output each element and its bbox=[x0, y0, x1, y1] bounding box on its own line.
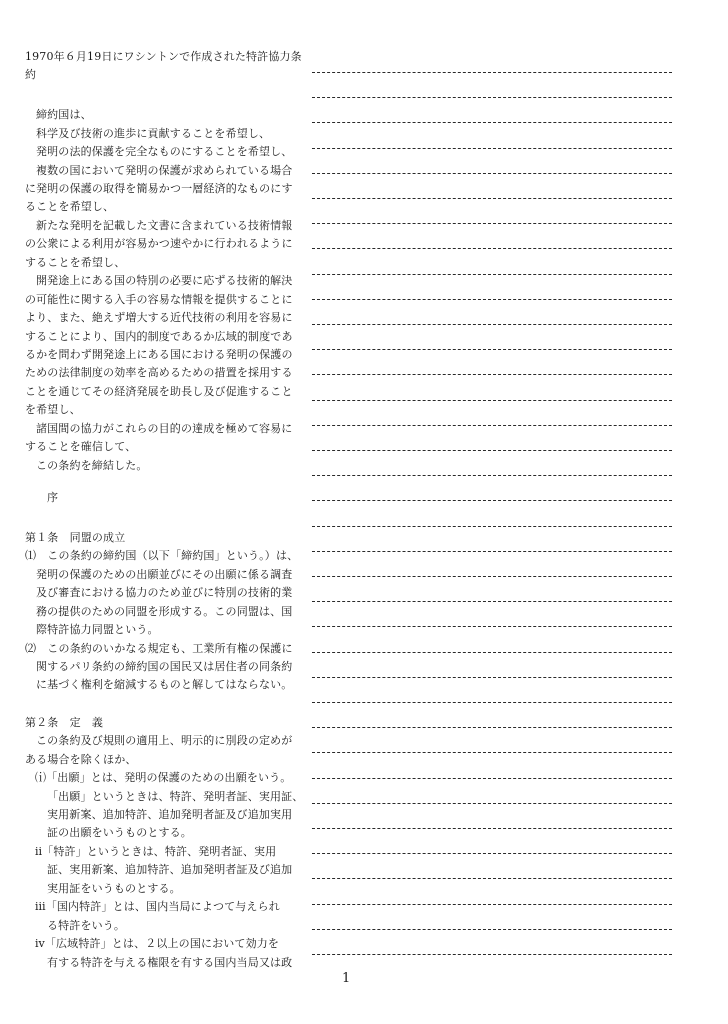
text-line: ⑴ この条約の締約国（以下「締約国」という。）は、 bbox=[25, 549, 299, 562]
text-line: 証、実用新案、追加特許、追加発明者証及び追加 bbox=[47, 863, 293, 876]
text-line: することにより、国内的制度であるか広域的制度であ bbox=[25, 330, 293, 343]
text-line: ための法律制度の効率を高めるための措置を採用する bbox=[25, 366, 293, 379]
text-line: することを希望し、 bbox=[25, 256, 126, 269]
text-line: 諸国間の協力がこれらの目的の達成を極めて容易に bbox=[36, 422, 293, 435]
text-line: ることを希望し、 bbox=[25, 200, 115, 213]
text-line: 務の提供のための同盟を形成する。この同盟は、国 bbox=[36, 605, 293, 618]
ruled-line bbox=[312, 425, 672, 426]
ruled-line bbox=[312, 752, 672, 753]
ruled-line bbox=[312, 878, 672, 879]
text-line: ⅲ「国内特許」とは、国内当局によつて与えられ bbox=[35, 900, 280, 913]
text-line: の公衆による利用が容易かつ速やかに行われるように bbox=[25, 237, 293, 250]
ruled-line bbox=[312, 954, 672, 955]
ruled-line bbox=[312, 500, 672, 501]
text-line: ことを通じてその経済発展を助長し及び促進すること bbox=[25, 385, 293, 398]
ruled-line bbox=[312, 198, 672, 199]
text-line: 科学及び技術の進歩に貢献することを希望し、 bbox=[36, 127, 271, 140]
ruled-line bbox=[312, 72, 672, 73]
text-line: 及び審査における協力のため並びに特別の技術的業 bbox=[36, 586, 293, 599]
text-line: 新たな発明を記載した文書に含まれている技術情報 bbox=[36, 219, 293, 232]
ruled-line bbox=[312, 248, 672, 249]
text-line: 複数の国において発明の保護が求められている場合 bbox=[36, 164, 293, 177]
ruled-line bbox=[312, 349, 672, 350]
text-line: に基づく権利を縮減するものと解してはならない。 bbox=[36, 678, 293, 691]
text-line: より、また、絶えず増大する近代技術の利用を容易に bbox=[25, 311, 293, 324]
ruled-line bbox=[312, 904, 672, 905]
ruled-line bbox=[312, 475, 672, 476]
ruled-line bbox=[312, 299, 672, 300]
page-number: 1 bbox=[342, 971, 351, 986]
ruled-line bbox=[312, 727, 672, 728]
ruled-line bbox=[312, 828, 672, 829]
ruled-line bbox=[312, 223, 672, 224]
text-line: 発明の保護のための出願並びにその出願に係る調査 bbox=[36, 568, 293, 581]
article-heading: 第１条 同盟の成立 bbox=[25, 531, 126, 544]
text-line: 有する特許を与える権限を有する国内当局又は政 bbox=[47, 956, 293, 969]
text-line: 発明の法的保護を完全なものにすることを希望し、 bbox=[36, 145, 293, 158]
section-heading: 序 bbox=[47, 491, 59, 504]
text-line: 実用新案、追加特許、追加発明者証及び追加実用 bbox=[47, 808, 293, 821]
text-line: を希望し、 bbox=[25, 403, 81, 416]
text-line: の可能性に関する入手の容易な情報を提供することに bbox=[25, 293, 293, 306]
text-line: ⅱ「特許」というときは、特許、発明者証、実用 bbox=[35, 845, 277, 858]
text-line: 1970年６月19日にワシントンで作成された特許協力条 bbox=[25, 50, 302, 63]
ruled-line bbox=[312, 778, 672, 779]
ruled-line bbox=[312, 626, 672, 627]
article-heading: 第２条 定 義 bbox=[25, 716, 104, 729]
ruled-line bbox=[312, 122, 672, 123]
text-line: することを確信して、 bbox=[25, 440, 137, 453]
ruled-line bbox=[312, 551, 672, 552]
text-line: 約 bbox=[25, 68, 37, 81]
text-line: 実用証をいうものとする。 bbox=[47, 882, 181, 895]
ruled-line bbox=[312, 677, 672, 678]
text-line: この条約及び規則の適用上、明示的に別段の定めが bbox=[36, 734, 293, 747]
text-line: ⅳ「広域特許」とは、２以上の国において効力を bbox=[35, 937, 280, 950]
text-line: るかを問わず開発途上にある国における発明の保護の bbox=[25, 348, 293, 361]
ruled-line bbox=[312, 97, 672, 98]
ruled-notes-area bbox=[312, 0, 672, 1000]
ruled-line bbox=[312, 853, 672, 854]
ruled-line bbox=[312, 652, 672, 653]
ruled-line bbox=[312, 702, 672, 703]
text-line: ⒤「出願」とは、発明の保護のための出願をいう。 bbox=[35, 771, 292, 784]
text-line: ⑵ この条約のいかなる規定も、工業所有権の保護に bbox=[25, 642, 293, 655]
text-line: 締約国は、 bbox=[36, 108, 92, 121]
ruled-line bbox=[312, 374, 672, 375]
ruled-line bbox=[312, 324, 672, 325]
text-line: に発明の保護の取得を簡易かつ一層経済的なものにす bbox=[25, 182, 293, 195]
ruled-line bbox=[312, 400, 672, 401]
ruled-line bbox=[312, 576, 672, 577]
ruled-line bbox=[312, 450, 672, 451]
text-line: この条約を締結した。 bbox=[36, 459, 148, 472]
ruled-line bbox=[312, 274, 672, 275]
ruled-line bbox=[312, 601, 672, 602]
text-line: 関するパリ条約の締約国の国民又は居住者の同条約 bbox=[36, 660, 293, 673]
ruled-line bbox=[312, 803, 672, 804]
text-line: 証の出願をいうものとする。 bbox=[47, 826, 192, 839]
text-line: ある場合を除くほか、 bbox=[25, 753, 137, 766]
text-line: 開発途上にある国の特別の必要に応ずる技術的解決 bbox=[36, 274, 293, 287]
ruled-line bbox=[312, 173, 672, 174]
text-line: 「出願」というときは、特許、発明者証、実用証、 bbox=[47, 790, 304, 803]
ruled-line bbox=[312, 929, 672, 930]
text-line: 際特許協力同盟という。 bbox=[36, 623, 159, 636]
ruled-line bbox=[312, 148, 672, 149]
text-line: る特許をいう。 bbox=[47, 919, 126, 932]
ruled-line bbox=[312, 526, 672, 527]
